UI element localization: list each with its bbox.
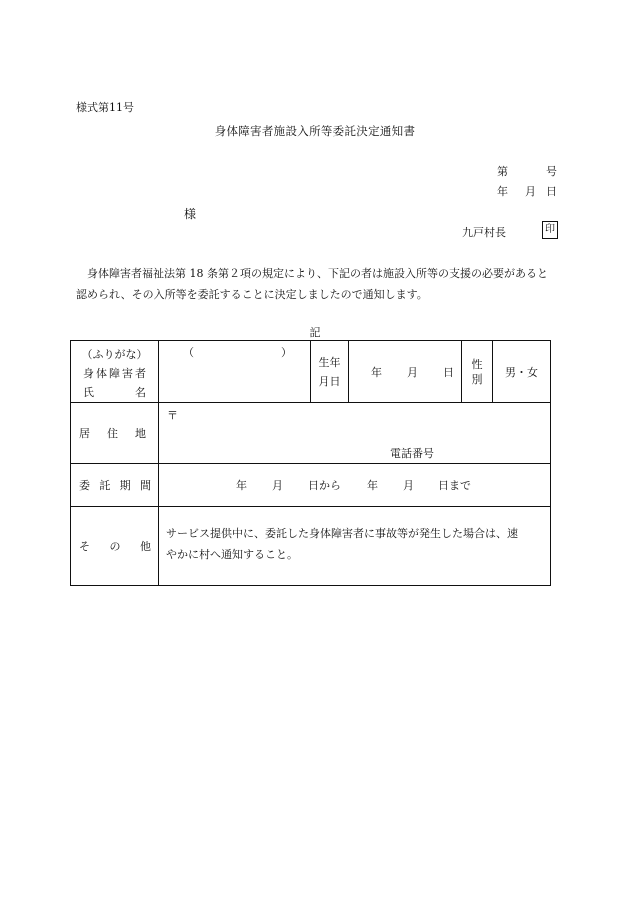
birth-day-unit: 日 <box>443 365 454 379</box>
period-end-month: 月 <box>403 479 414 492</box>
address-row <box>71 403 551 464</box>
other-value-cell[interactable] <box>159 507 551 586</box>
name-label-line2 <box>75 383 154 402</box>
other-row <box>71 507 551 586</box>
record-heading: 記 <box>309 326 321 339</box>
name-label-line1 <box>75 364 154 383</box>
sex-label-line1: 性 <box>471 357 483 371</box>
other-label-cell <box>71 507 159 586</box>
birth-month-unit: 月 <box>407 365 418 379</box>
document-date-line <box>497 183 557 199</box>
name-label-char: 害 <box>122 366 133 380</box>
name-label-cell <box>71 341 159 403</box>
notice-body-text: 身体障害者福祉法第 18 条第２項の規定により、下記の者は施設入所等の支援の必要があると認められ、その入所等を委託することに決定しましたので通知します。 <box>76 267 548 301</box>
period-value-cell[interactable] <box>159 464 551 507</box>
name-label-char: 身 <box>83 366 94 380</box>
furigana-close-paren: ） <box>281 346 292 359</box>
sex-label-line2: 別 <box>471 372 483 386</box>
period-label-char: 委 <box>79 479 90 492</box>
issuer-name: 九戸村長 <box>462 226 506 239</box>
address-value-cell[interactable] <box>159 403 551 464</box>
birth-label-line1: 生年 <box>318 355 341 369</box>
period-label-cell <box>71 464 159 507</box>
birth-label-line2: 月日 <box>318 374 341 388</box>
sex-value: 男・女 <box>505 365 538 379</box>
seal-stamp-box: 印 <box>542 221 558 239</box>
other-label-char: の <box>109 540 121 553</box>
period-label-char: 間 <box>139 479 151 492</box>
other-label-char: そ <box>79 540 90 553</box>
name-label-char: 氏 <box>83 385 94 399</box>
number-suffix: 号 <box>546 165 557 178</box>
furigana-open-paren: （ <box>183 346 194 359</box>
sex-value-cell[interactable] <box>493 341 551 403</box>
name-label-char: 体 <box>96 366 107 380</box>
name-label-char: 障 <box>109 366 120 380</box>
period-row <box>71 464 551 507</box>
document-number-line <box>497 163 557 179</box>
period-label-char: 期 <box>119 479 131 492</box>
period-start-month: 月 <box>272 479 283 492</box>
date-year: 年 <box>497 185 508 198</box>
address-label-char: 地 <box>135 427 146 440</box>
date-day: 日 <box>546 185 557 198</box>
period-end-day: 日まで <box>438 479 471 492</box>
phone-label: 電話番号 <box>390 447 434 460</box>
details-table <box>70 340 551 586</box>
addressee-suffix: 様 <box>184 207 197 221</box>
date-month: 月 <box>525 185 536 198</box>
postal-mark: 〒 <box>167 409 178 422</box>
document-title: 身体障害者施設入所等委託決定通知書 <box>214 124 416 138</box>
birth-year-unit: 年 <box>371 365 382 379</box>
address-label-char: 居 <box>79 427 90 440</box>
name-label-char: 者 <box>135 366 146 380</box>
name-row <box>71 341 551 403</box>
name-label-char: 名 <box>135 385 146 399</box>
birth-date-label-cell <box>311 341 349 403</box>
period-start-day: 日から <box>308 479 341 492</box>
birth-date-value-cell[interactable] <box>349 341 462 403</box>
other-label-char: 他 <box>140 540 151 553</box>
address-label-cell <box>71 403 159 464</box>
period-label-char: 託 <box>99 479 111 492</box>
other-text-line2: やかに村へ通知すること。 <box>166 548 298 561</box>
period-start-year: 年 <box>236 479 247 492</box>
name-value-cell[interactable] <box>159 341 311 403</box>
form-number: 様式第11号 <box>76 101 134 114</box>
furigana-label: （ふりがな） <box>81 347 148 361</box>
other-text-line1: サービス提供中に、委託した身体障害者に事故等が発生した場合は、速 <box>166 527 518 540</box>
period-end-year: 年 <box>367 479 378 492</box>
address-label-char: 住 <box>107 427 118 440</box>
number-prefix: 第 <box>497 165 508 178</box>
sex-label-cell <box>462 341 493 403</box>
